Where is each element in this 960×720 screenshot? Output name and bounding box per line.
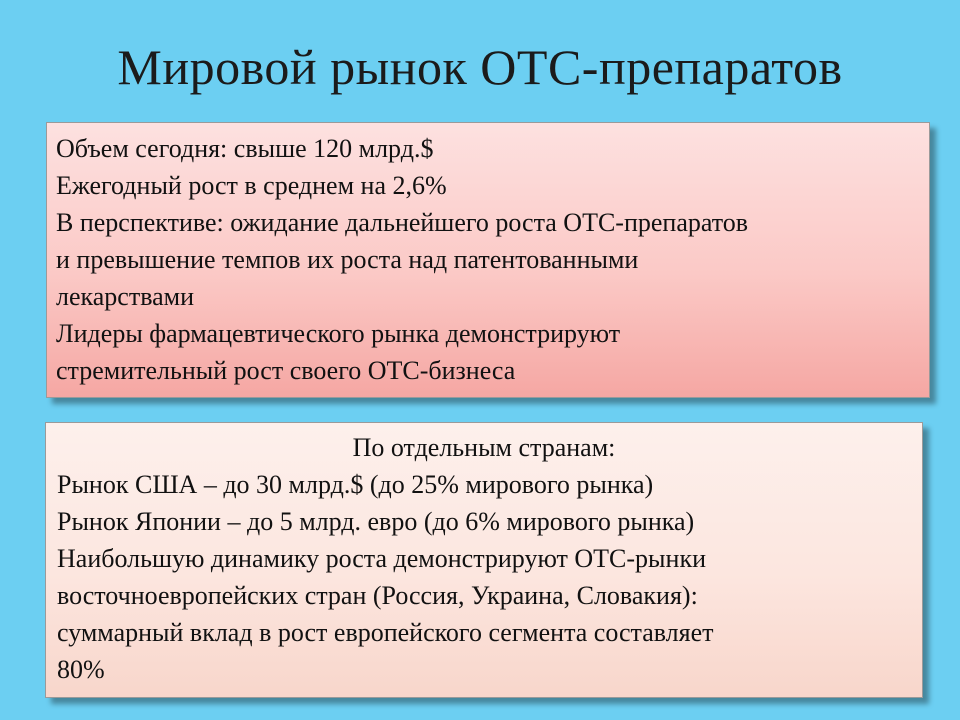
country-markets-heading: По отдельным странам: <box>352 433 616 462</box>
overview-line-outlook-cont: и превышение темпов их роста над патентованными <box>56 245 639 274</box>
overview-line-outlook-end: лекарствами <box>56 282 195 311</box>
country-markets-box <box>45 422 923 698</box>
slide-title: Мировой рынок ОТС-препаратов <box>117 39 843 95</box>
country-line-japan: Рынок Японии – до 5 млрд. евро (до 6% мирового рынка) <box>57 507 695 536</box>
overview-line-outlook: В перспективе: ожидание дальнейшего роста ОТС-препаратов <box>56 208 749 237</box>
country-line-usa: Рынок США – до 30 млрд.$ (до 25% мирового рынка) <box>57 470 654 499</box>
country-line-contribution: суммарный вклад в рост европейского сегмента составляет <box>57 618 714 647</box>
country-line-eastern-europe: восточноевропейских стран (Россия, Украина, Словакия): <box>57 581 698 610</box>
country-line-percent: 80% <box>57 655 105 684</box>
overview-line-leaders: Лидеры фармацевтического рынка демонстрируют <box>56 319 621 348</box>
overview-line-growth: Ежегодный рост в среднем на 2,6% <box>56 171 447 200</box>
overview-line-leaders-cont: стремительный рост своего ОТС-бизнеса <box>56 356 516 385</box>
overview-line-volume: Объем сегодня: свыше 120 млрд.$ <box>56 134 434 163</box>
country-line-dynamics: Наибольшую динамику роста демонстрируют ОТС-рынки <box>57 544 706 573</box>
market-overview-box <box>46 122 930 398</box>
